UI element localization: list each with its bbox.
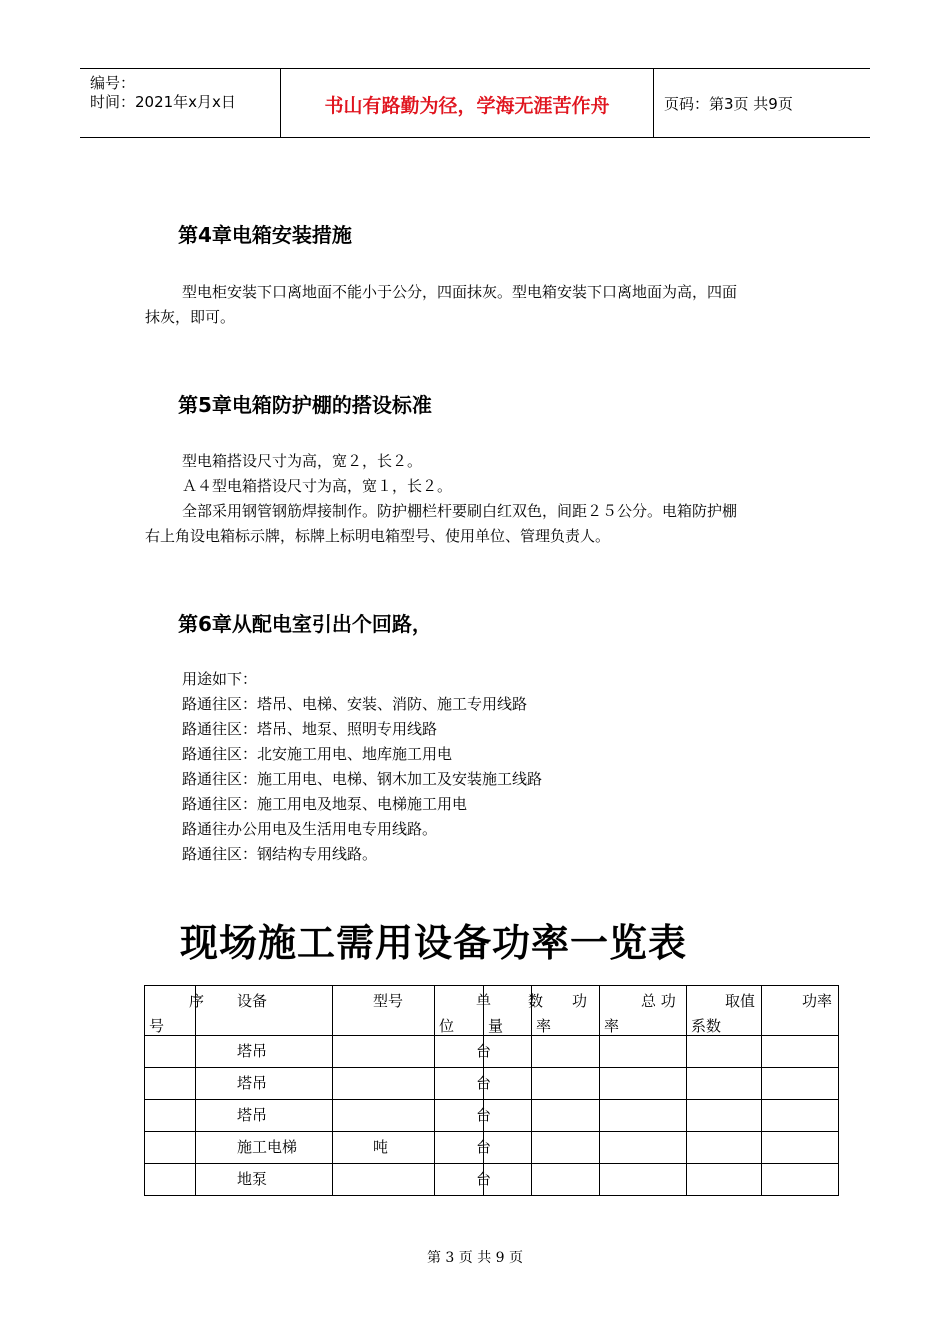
header-coefficient: 取值 系数 bbox=[687, 986, 762, 1036]
page-label: 页码：第3页 共9页 bbox=[664, 95, 793, 113]
motto-text: 书山有路勤为径，学海无涯苦作舟 bbox=[324, 95, 610, 117]
unit-cell: 台 bbox=[476, 1074, 492, 1092]
table-title: 现场施工需用设备功率一览表 bbox=[180, 921, 688, 965]
table-header-row bbox=[145, 986, 839, 1036]
header-model: 型号 bbox=[333, 986, 435, 1036]
paragraph-line: 全部采用钢管钢筋焊接制作。防护棚栏杆要刷白红双色，间距２５公分。电箱防护棚 bbox=[182, 502, 738, 520]
header-device: 设备 bbox=[196, 986, 333, 1036]
header-unit: 单 位 bbox=[435, 986, 484, 1036]
paragraph-line: Ａ４型电箱搭设尺寸为高，宽１，长２。 bbox=[182, 477, 453, 495]
header-rate: 功率 bbox=[762, 986, 839, 1036]
table-row bbox=[145, 1164, 839, 1196]
paragraph-line: 型电柜安装下口离地面不能小于公分，四面抹灰。型电箱安装下口离地面为高，四面 bbox=[182, 283, 738, 301]
header-total-power: 总 功 率 bbox=[600, 986, 687, 1036]
device-cell: 塔吊 bbox=[237, 1074, 268, 1092]
list-item: 路通往区：北安施工用电、地库施工用电 bbox=[182, 745, 453, 763]
list-item: 路通往办公用电及生活用电专用线路。 bbox=[182, 820, 438, 838]
header-motto bbox=[281, 69, 654, 137]
header-qty: 数 量 bbox=[484, 986, 532, 1036]
header-power: 功 率 bbox=[532, 986, 600, 1036]
list-item: 路通往区：钢结构专用线路。 bbox=[182, 845, 378, 863]
device-cell: 塔吊 bbox=[237, 1106, 268, 1124]
paragraph-line: 抹灰，即可。 bbox=[145, 308, 236, 326]
table-row bbox=[145, 1100, 839, 1132]
list-item: 路通往区：施工用电、电梯、钢木加工及安装施工线路 bbox=[182, 770, 543, 788]
page-header bbox=[80, 68, 870, 138]
paragraph-line: 用途如下： bbox=[182, 670, 258, 688]
table-row bbox=[145, 1036, 839, 1068]
section-title: 第6章从配电室引出个回路， bbox=[178, 612, 432, 636]
model-cell: 吨 bbox=[373, 1138, 389, 1156]
number-label: 编号： bbox=[90, 74, 136, 92]
unit-cell: 台 bbox=[476, 1106, 492, 1124]
paragraph-line: 右上角设电箱标示牌，标牌上标明电箱型号、使用单位、管理负责人。 bbox=[145, 527, 611, 545]
unit-cell: 台 bbox=[476, 1042, 492, 1060]
device-cell: 施工电梯 bbox=[237, 1138, 298, 1156]
list-item: 路通往区：塔吊、电梯、安装、消防、施工专用线路 bbox=[182, 695, 528, 713]
list-item: 路通往区：施工用电及地泵、电梯施工用电 bbox=[182, 795, 468, 813]
paragraph-line: 型电箱搭设尺寸为高，宽２，长２。 bbox=[182, 452, 423, 470]
unit-cell: 台 bbox=[476, 1138, 492, 1156]
section-title: 第4章电箱安装措施 bbox=[178, 223, 352, 247]
table-row bbox=[145, 1068, 839, 1100]
unit-cell: 台 bbox=[476, 1170, 492, 1188]
device-cell: 塔吊 bbox=[237, 1042, 268, 1060]
header-meta bbox=[80, 69, 281, 137]
list-item: 路通往区：塔吊、地泵、照明专用线路 bbox=[182, 720, 438, 738]
page-footer: 第 3 页 共 9 页 bbox=[426, 1250, 524, 1266]
time-label: 时间：2021年x月x日 bbox=[90, 93, 236, 111]
section-title: 第5章电箱防护棚的搭设标准 bbox=[178, 393, 432, 417]
device-cell: 地泵 bbox=[237, 1170, 268, 1188]
header-page bbox=[654, 69, 870, 137]
header-seq: 序 号 bbox=[145, 986, 196, 1036]
table-row bbox=[145, 1132, 839, 1164]
equipment-table bbox=[144, 985, 839, 1196]
